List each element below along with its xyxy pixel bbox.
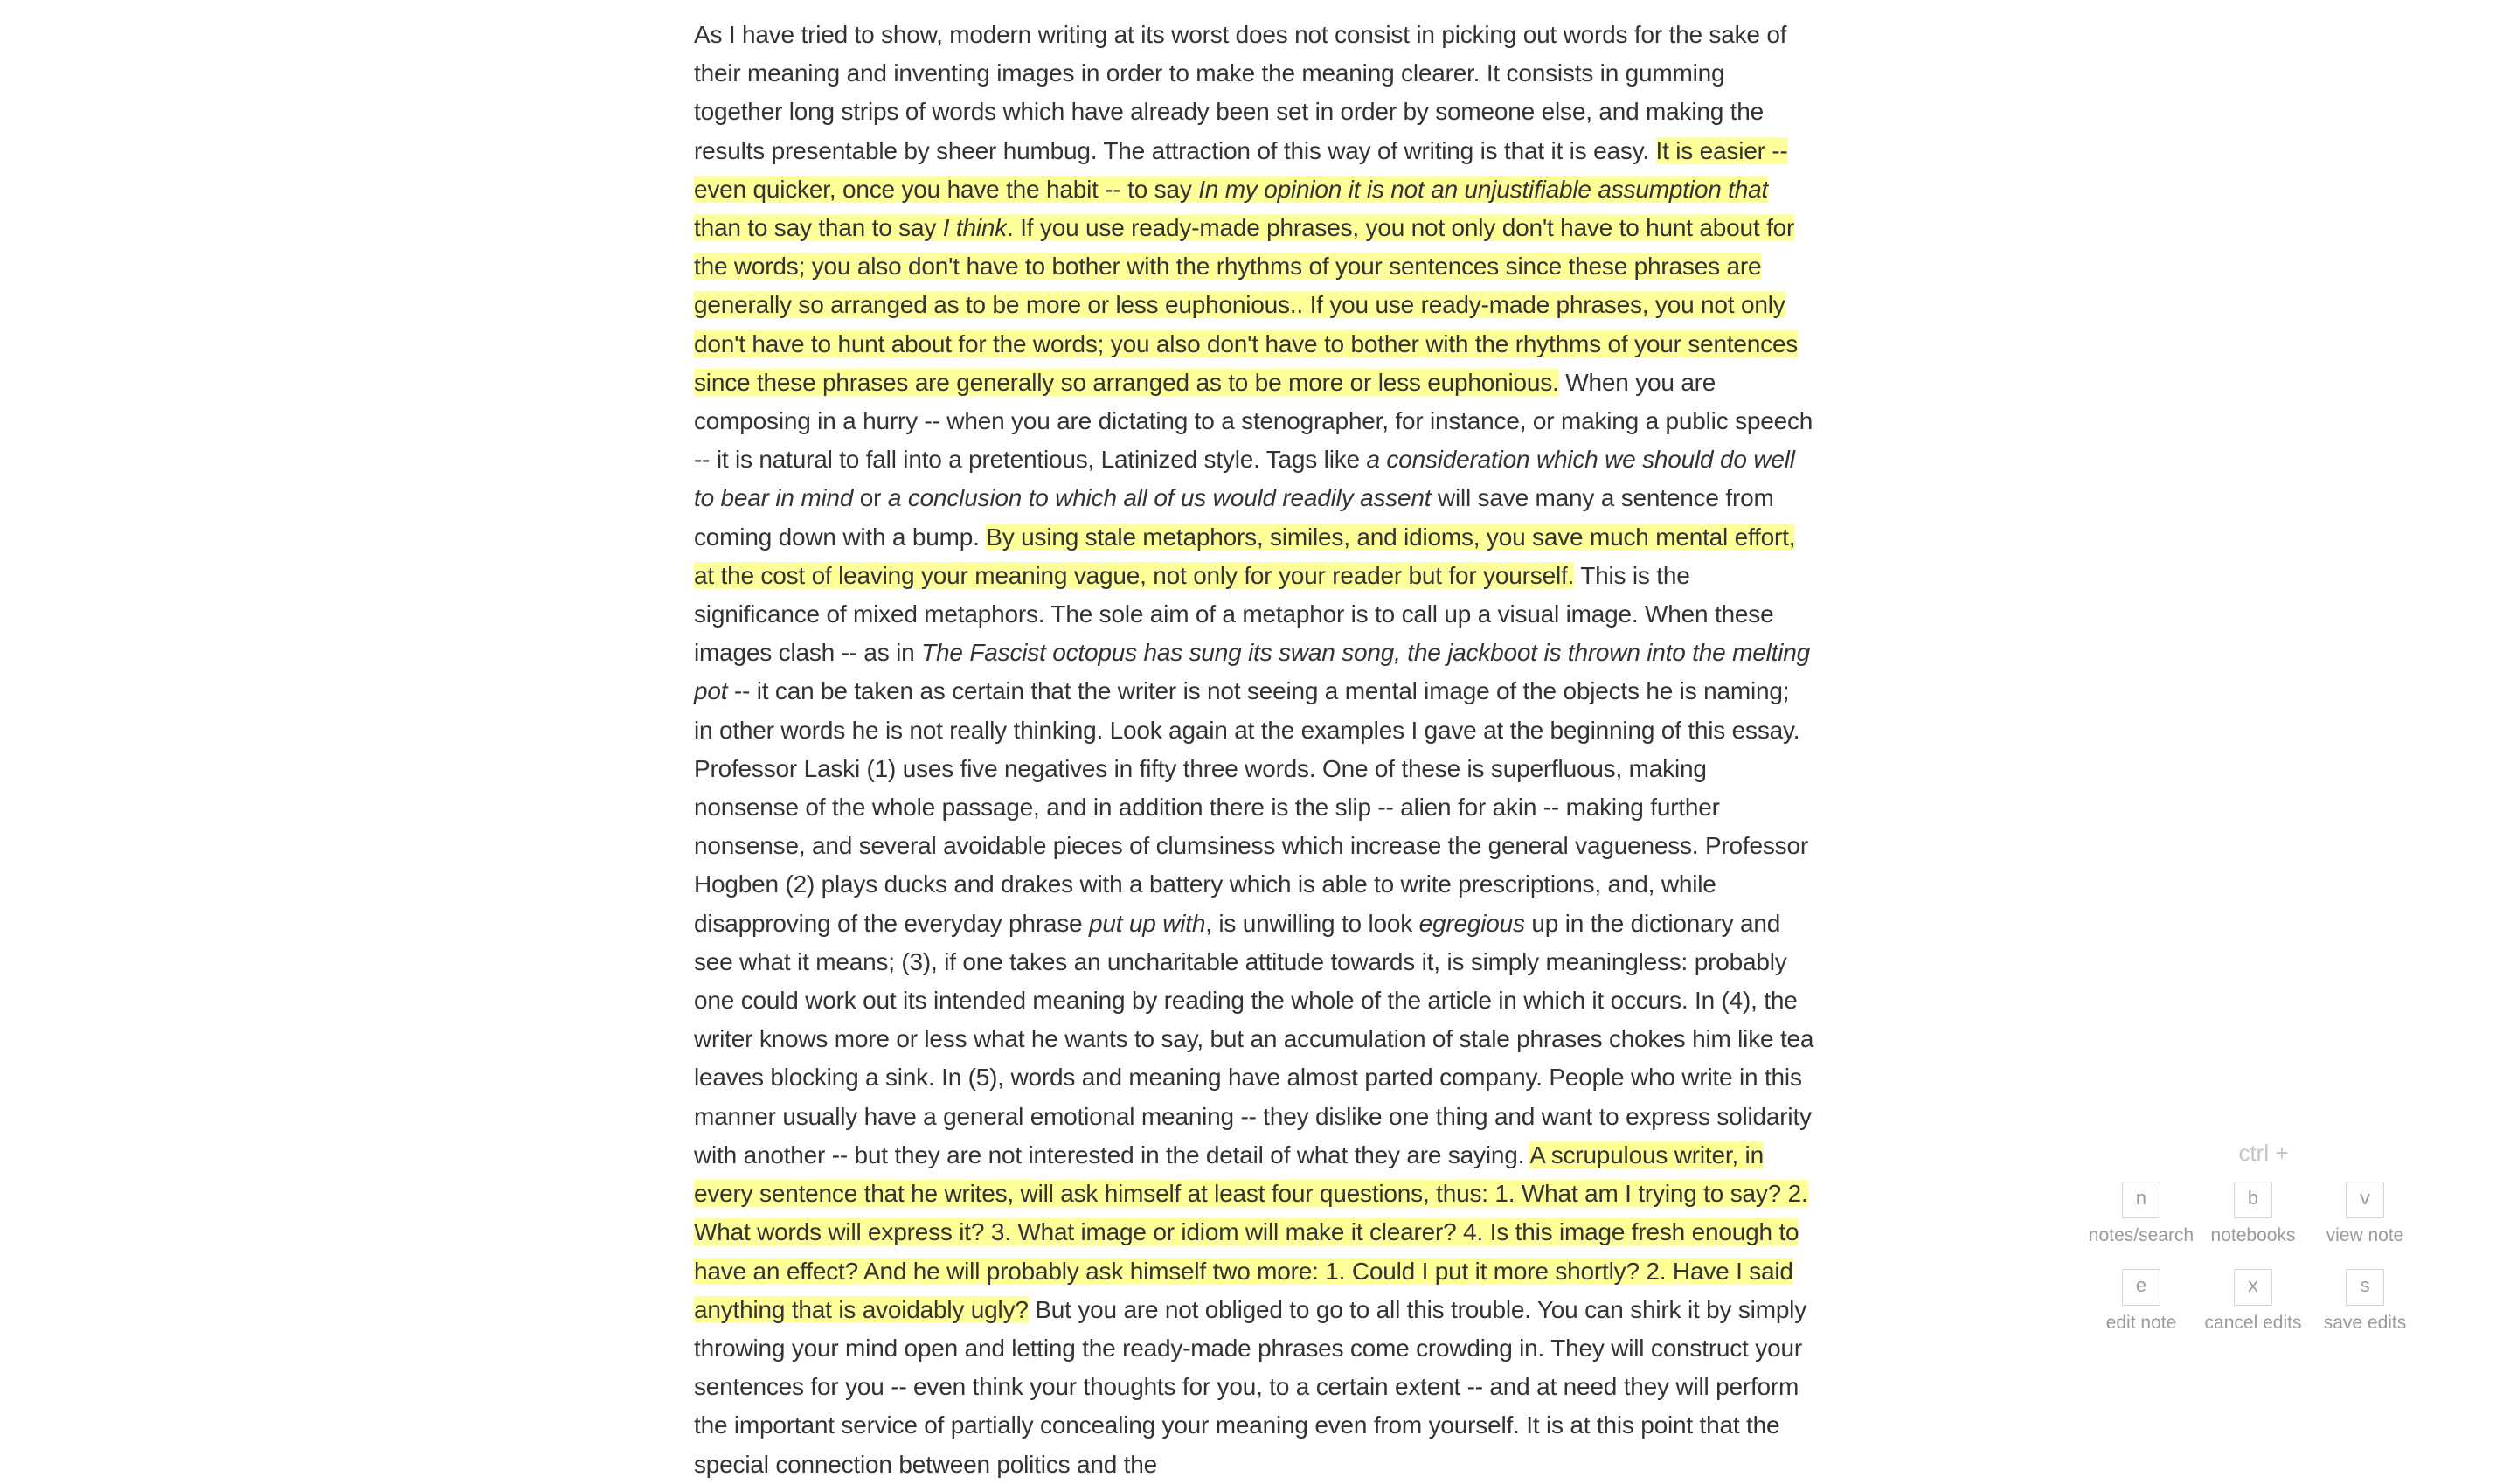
text-segment: -- it can be taken as certain that the writer is not seeing a mental image of the objects he is naming; in other words he is not really thinking. Look again at the examples I gave at the beginning of this essay. Professor Laski (1) uses five negatives in fifty three words. One of these is superfluous, making nonsense of the whole passage, and in addition there is the slip -- alien for akin -- making further nonsense, and several avoidable pieces of clumsiness which increase the general vagueness. Professor Hogben (2) plays ducks and drakes with a battery which is able to write prescriptions, and, while disapproving of the everyday phrase bbox=[694, 677, 1808, 937]
highlighted-segment: It is easier -- even quicker, once you have the habit -- to say bbox=[694, 136, 1788, 203]
highlighted-italic-segment: I think bbox=[942, 214, 1008, 242]
keyboard-shortcuts-panel bbox=[2080, 1133, 2447, 1360]
shortcut-notes-search[interactable] bbox=[2080, 1182, 2202, 1246]
shortcut-notebooks[interactable] bbox=[2192, 1182, 2314, 1246]
note-paragraph bbox=[694, 16, 1814, 1484]
text-segment: will save many a sentence from coming down with a bump. bbox=[694, 484, 1774, 551]
key-b[interactable]: b bbox=[2234, 1182, 2272, 1218]
highlighted-italic-segment: In my opinion it is not an unjustifiable assumption that bbox=[1198, 175, 1769, 203]
key-e[interactable]: e bbox=[2122, 1269, 2160, 1306]
key-x[interactable]: x bbox=[2234, 1269, 2272, 1306]
text-segment: When you are composing in a hurry -- when you are dictating to a stenographer, for instance, or making a public speech -- it is natural to fall into a pretentious, Latinized style. Tags like bbox=[694, 368, 1813, 474]
italic-segment: a conclusion to which all of us would readily assent bbox=[887, 484, 1432, 512]
shortcut-label: notebooks bbox=[2210, 1225, 2296, 1245]
highlighted-segment: By using stale metaphors, similes, and idioms, you save much mental effort, at the cost of leaving your meaning vague, not only for your reader but for yourself. bbox=[694, 523, 1796, 589]
shortcut-label: view note bbox=[2326, 1225, 2404, 1245]
shortcut-label: save edits bbox=[2323, 1313, 2407, 1333]
text-segment: But you are not obliged to go to all this trouble. You can shirk it by simply throwing your mind open and letting the ready-made phrases come crowding in. They will construct your sentences for you -- even think your thoughts for you, to a certain extent -- and at need they will perform the important service of partially concealing your meaning even from yourself. It is at this point that the special connection between politics and the bbox=[694, 1295, 1807, 1478]
shortcut-cancel-edits[interactable] bbox=[2192, 1269, 2314, 1334]
key-v[interactable]: v bbox=[2346, 1182, 2384, 1218]
italic-segment: The Fascist octopus has sung its swan song, the jackboot is thrown into the melting pot bbox=[694, 639, 1810, 705]
key-s[interactable]: s bbox=[2346, 1269, 2384, 1306]
italic-segment: put up with bbox=[1088, 909, 1206, 937]
highlighted-segment: . If you use ready-made phrases, you not only don't have to hunt about for the words; you also don't have to bother with the rhythms of your sentences since these phrases are generally so arranged as to be more or less euphonious.. If you use ready-made phrases, you not only don't have to hunt about for the words; you also don't have to bother with the rhythms of your sentences since these phrases are generally so arranged as to be more or less euphonious. bbox=[694, 214, 1799, 396]
italic-segment: a consideration which we should do well to bear in mind bbox=[694, 446, 1795, 512]
shortcut-label: notes/search bbox=[2088, 1225, 2194, 1245]
text-segment: up in the dictionary and see what it means; (3), if one takes an uncharitable attitude towards it, is simply meaningless: probably one could work out its intended meaning by reading the whole of the article in which it occurs. In (4), the writer knows more or less what he wants to say, but an accumulation of stale phrases chokes him like tea leaves blocking a sink. In (5), words and meaning have almost parted company. People who write in this manner usually have a general emotional meaning -- they dislike one thing and want to express solidarity with another -- but they are not interested in the detail of what they are saying. bbox=[694, 909, 1814, 1168]
highlighted-segment: A scrupulous writer, in every sentence that he writes, will ask himself at least four questions, thus: 1. What am I trying to say? 2. What words will express it? 3. What image or idiom will make it clearer? 4. Is this image fresh enough to have an effect? And he will probably ask himself two more: 1. Could I put it more shortly? 2. Have I said anything that is avoidably ugly? bbox=[694, 1141, 1808, 1323]
shortcut-save-edits[interactable] bbox=[2304, 1269, 2426, 1334]
text-segment: or bbox=[853, 484, 888, 512]
shortcut-view-note[interactable] bbox=[2304, 1182, 2426, 1246]
ctrl-modifier-label: ctrl + bbox=[2238, 1140, 2289, 1166]
shortcut-label: cancel edits bbox=[2204, 1313, 2302, 1333]
shortcut-edit-note[interactable] bbox=[2080, 1269, 2202, 1334]
text-segment: , is unwilling to look bbox=[1205, 909, 1419, 937]
text-segment: As I have tried to show, modern writing at its worst does not consist in picking out words for the sake of their meaning and inventing images in order to make the meaning clearer. It consists in gumming together long strips of words which have already been set in order by someone else, and making the results presentable by sheer humbug. The attraction of this way of writing is that it is easy. bbox=[694, 21, 1787, 164]
text-segment: This is the significance of mixed metaphors. The sole aim of a metaphor is to call up a visual image. When these images clash -- as in bbox=[694, 561, 1774, 667]
italic-segment: egregious bbox=[1418, 909, 1525, 937]
note-content bbox=[694, 16, 1814, 1484]
highlighted-segment: than to say than to say bbox=[694, 214, 943, 242]
key-n[interactable]: n bbox=[2122, 1182, 2160, 1218]
shortcut-label: edit note bbox=[2105, 1313, 2177, 1333]
